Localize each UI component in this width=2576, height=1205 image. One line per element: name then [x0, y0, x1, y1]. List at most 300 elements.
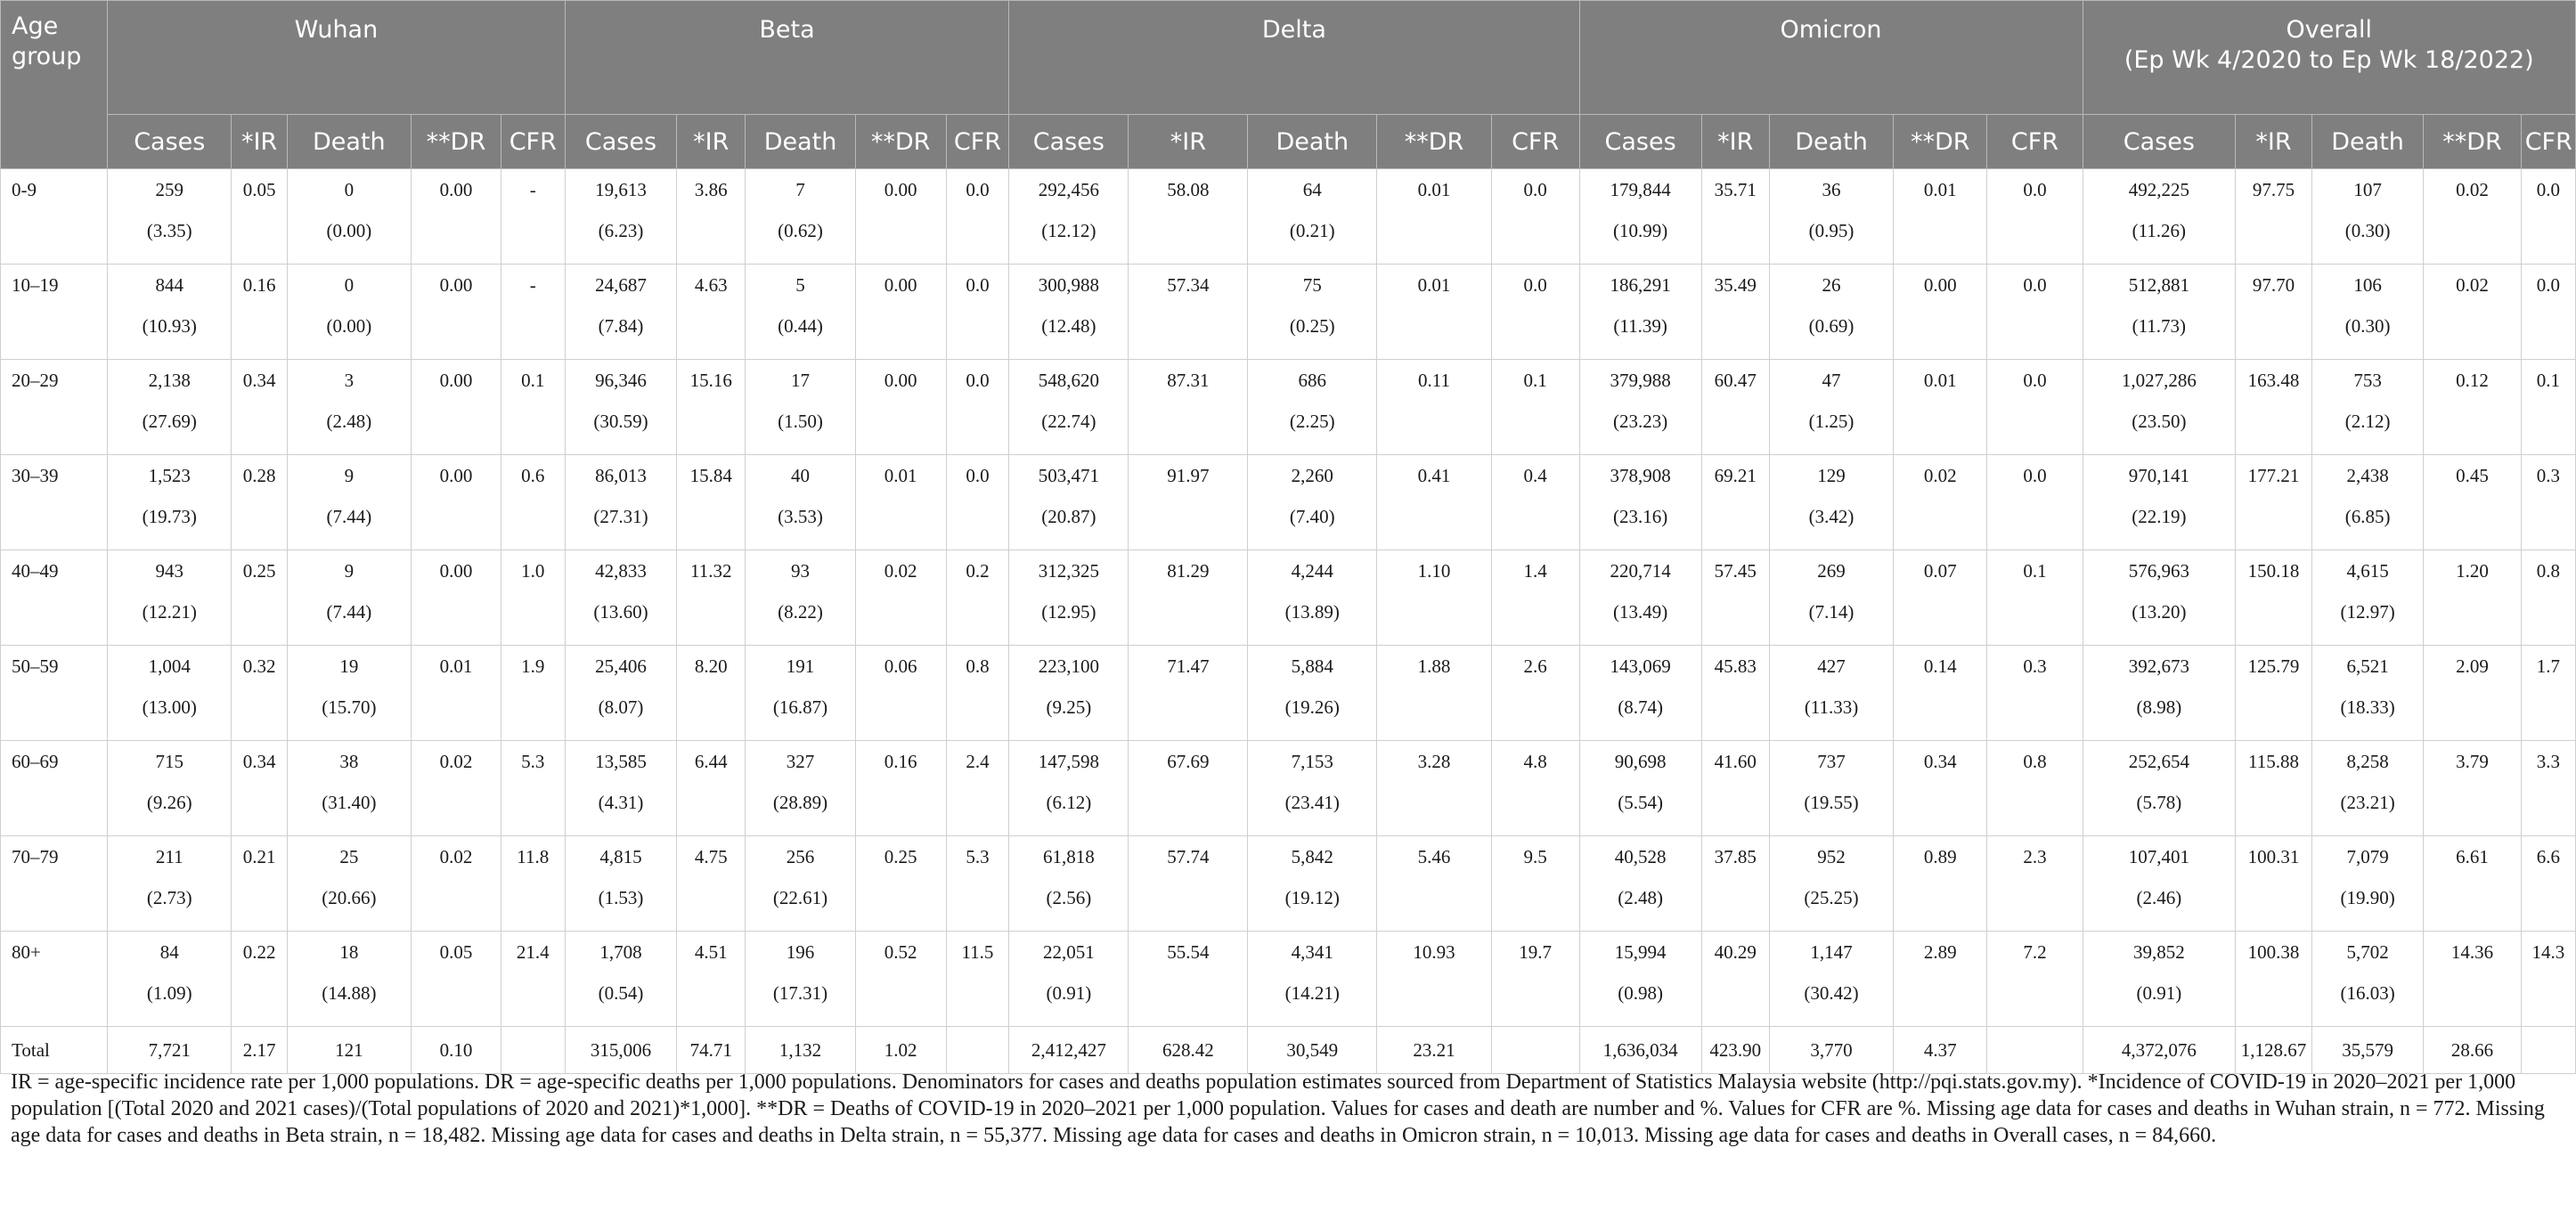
- table-cell: [946, 1027, 1009, 1074]
- cell-value: 0.25: [242, 560, 276, 582]
- cell-percent: (22.61): [772, 887, 828, 908]
- table-cell: [2311, 265, 2423, 360]
- cell-value: 25,406: [595, 655, 647, 677]
- cell-value: 5.3: [966, 846, 990, 867]
- cell-value: 41.60: [1714, 751, 1757, 772]
- table-cell: [1491, 169, 1579, 265]
- table-cell: [1248, 836, 1377, 932]
- cell-percent: (16.03): [2340, 982, 2395, 1004]
- table-cell: [287, 265, 411, 360]
- cell-percent: (2.48): [326, 411, 372, 432]
- table-cell: [1769, 932, 1893, 1027]
- table-cell: [565, 836, 676, 932]
- cell-value: 4,815: [599, 846, 642, 867]
- cell-value: 15,994: [1614, 941, 1667, 963]
- cell-percent: (13.00): [142, 696, 197, 718]
- table-cell: [1129, 265, 1248, 360]
- table-cell: [1129, 1027, 1248, 1074]
- cell-percent: (28.89): [772, 792, 828, 813]
- table-cell: [1701, 265, 1769, 360]
- age-group-label: 50–59: [12, 655, 59, 677]
- cell-value: 952: [1817, 846, 1846, 867]
- table-cell: [1377, 265, 1492, 360]
- cell-value: 2.17: [242, 1039, 276, 1061]
- column-header-omicron-death: Death: [1769, 115, 1893, 169]
- table-cell: [1491, 360, 1579, 455]
- table-cell: [501, 550, 565, 646]
- cell-value: 327: [786, 751, 815, 772]
- cell-percent: (7.44): [326, 506, 372, 527]
- table-cell: [1579, 836, 1701, 932]
- table-cell: [677, 836, 746, 932]
- table-cell: [412, 265, 501, 360]
- table-cell: [2424, 265, 2521, 360]
- cell-value: 69.21: [1714, 465, 1757, 486]
- cell-percent: (9.25): [1046, 696, 1092, 718]
- cell-percent: (30.42): [1804, 982, 1859, 1004]
- table-cell: [2083, 550, 2236, 646]
- cell-value: 0.2: [966, 560, 990, 582]
- cell-value: 4.63: [694, 274, 728, 296]
- cell-value: 0.0: [1523, 274, 1547, 296]
- cell-value: 5,702: [2346, 941, 2389, 963]
- table-cell: [232, 455, 287, 550]
- cell-percent: (0.25): [1289, 315, 1335, 337]
- table-cell: [1129, 169, 1248, 265]
- cell-value: 30,549: [1286, 1039, 1339, 1061]
- cell-value: 7,153: [1291, 751, 1333, 772]
- cell-value: 0.12: [2456, 370, 2489, 391]
- table-cell: [232, 1027, 287, 1074]
- table-cell: [855, 932, 946, 1027]
- table-cell: [565, 932, 676, 1027]
- table-cell: [746, 360, 855, 455]
- cell-value: 970,141: [2128, 465, 2189, 486]
- cell-value: 0.0: [1523, 179, 1547, 200]
- cell-value: 81.29: [1167, 560, 1210, 582]
- table-cell: [746, 836, 855, 932]
- cell-value: 3: [344, 370, 355, 391]
- table-cell: [108, 932, 232, 1027]
- cell-value: 21.4: [516, 941, 550, 963]
- column-header-omicron-cases: Cases: [1579, 115, 1701, 169]
- cell-value: 150.18: [2247, 560, 2300, 582]
- table-cell: [565, 455, 676, 550]
- table-cell: [1894, 1027, 1987, 1074]
- cell-percent: (4.31): [598, 792, 644, 813]
- cell-value: 163.48: [2247, 370, 2300, 391]
- table-cell: [1579, 360, 1701, 455]
- cell-value: 392,673: [2128, 655, 2189, 677]
- table-cell: [855, 741, 946, 836]
- cell-value: 3,770: [1810, 1039, 1853, 1061]
- table-cell: [1894, 550, 1987, 646]
- column-header-overall-cfr: CFR: [2521, 115, 2575, 169]
- cell-value: 0.89: [1923, 846, 1957, 867]
- cell-value: 13,585: [595, 751, 647, 772]
- cell-percent: (8.07): [598, 696, 644, 718]
- table-cell: [855, 1027, 946, 1074]
- table-cell: [677, 169, 746, 265]
- table-cell: [501, 646, 565, 741]
- cell-value: 427: [1817, 655, 1846, 677]
- table-cell: [1009, 1027, 1129, 1074]
- cell-percent: (20.87): [1041, 506, 1096, 527]
- cell-value: 0.34: [1923, 751, 1957, 772]
- cell-value: 0.07: [1923, 560, 1957, 582]
- table-cell: [108, 646, 232, 741]
- table-cell: [946, 646, 1009, 741]
- column-header-delta-ir: *IR: [1129, 115, 1248, 169]
- table-cell: [855, 455, 946, 550]
- group-name: Beta: [759, 16, 815, 44]
- table-cell: [2236, 646, 2312, 741]
- table-cell: [2311, 455, 2423, 550]
- table-cell: [1579, 741, 1701, 836]
- cell-percent: (20.66): [322, 887, 377, 908]
- cell-percent: (5.78): [2136, 792, 2182, 813]
- cell-value: 35.71: [1714, 179, 1757, 200]
- table-cell: [946, 169, 1009, 265]
- cell-value: 0.52: [884, 941, 917, 963]
- cell-value: 492,225: [2128, 179, 2189, 200]
- cell-value: 9: [344, 465, 355, 486]
- table-cell: [501, 836, 565, 932]
- cell-value: 256: [786, 846, 815, 867]
- cell-value: 90,698: [1614, 751, 1667, 772]
- table-cell: [2521, 741, 2575, 836]
- cell-percent: (3.42): [1808, 506, 1855, 527]
- table-cell: [1377, 455, 1492, 550]
- cell-value: 1,004: [148, 655, 191, 677]
- table-cell: [1987, 360, 2083, 455]
- table-cell: [2521, 265, 2575, 360]
- table-cell: [232, 360, 287, 455]
- cell-value: 3.86: [694, 179, 728, 200]
- group-header-wuhan: [108, 1, 566, 115]
- cell-value: 1,636,034: [1602, 1039, 1678, 1061]
- cell-value: 1.10: [1417, 560, 1451, 582]
- table-cell: [2424, 360, 2521, 455]
- cell-percent: (0.44): [778, 315, 823, 337]
- table-cell: [746, 550, 855, 646]
- cell-value: 91.97: [1167, 465, 1210, 486]
- table-cell: [1769, 265, 1893, 360]
- cell-value: 6.6: [2536, 846, 2560, 867]
- cell-value: 11.8: [517, 846, 550, 867]
- cell-value: 737: [1817, 751, 1846, 772]
- table-cell: [2521, 836, 2575, 932]
- cell-value: 1.88: [1417, 655, 1451, 677]
- table-cell: [2521, 169, 2575, 265]
- cell-percent: (3.53): [778, 506, 823, 527]
- cell-value: 0.16: [884, 751, 917, 772]
- cell-value: 67.69: [1167, 751, 1210, 772]
- cell-value: 61,818: [1042, 846, 1095, 867]
- table-cell: [1009, 741, 1129, 836]
- cell-value: 7,721: [148, 1039, 191, 1061]
- table-cell: [1377, 646, 1492, 741]
- table-cell: [2521, 550, 2575, 646]
- cell-percent: (0.21): [1289, 220, 1335, 241]
- table-row: [1, 646, 2576, 741]
- table-cell: [1248, 169, 1377, 265]
- cell-percent: (8.98): [2136, 696, 2182, 718]
- table-cell: [1491, 455, 1579, 550]
- cell-value: 0.1: [521, 370, 545, 391]
- table-cell: [501, 741, 565, 836]
- cell-value: 7.2: [2023, 941, 2047, 963]
- cell-value: -: [529, 179, 536, 200]
- cell-value: 93: [791, 560, 811, 582]
- cell-value: 0.45: [2456, 465, 2489, 486]
- table-cell: [287, 169, 411, 265]
- cell-percent: (0.62): [778, 220, 823, 241]
- table-cell: [1129, 646, 1248, 741]
- cell-value: 24,687: [595, 274, 647, 296]
- cell-percent: (14.88): [322, 982, 377, 1004]
- table-cell: [2311, 836, 2423, 932]
- table-cell: [2083, 1027, 2236, 1074]
- table-cell: [1987, 1027, 2083, 1074]
- age-group-cell: [1, 836, 108, 932]
- table-cell: [1769, 455, 1893, 550]
- table-cell: [677, 455, 746, 550]
- group-name: Wuhan: [294, 16, 379, 44]
- cell-value: 628.42: [1162, 1039, 1214, 1061]
- table-cell: [1377, 932, 1492, 1027]
- age-group-label: 60–69: [12, 751, 59, 772]
- cell-percent: (12.21): [142, 601, 197, 623]
- table-cell: [108, 360, 232, 455]
- table-cell: [2311, 741, 2423, 836]
- cell-value: 576,963: [2128, 560, 2189, 582]
- cell-percent: (16.87): [772, 696, 828, 718]
- table-cell: [108, 169, 232, 265]
- cell-value: 125.79: [2247, 655, 2300, 677]
- table-cell: [412, 455, 501, 550]
- cell-value: 74.71: [689, 1039, 732, 1061]
- table-cell: [677, 932, 746, 1027]
- cell-value: 0.02: [2456, 179, 2489, 200]
- cell-percent: (27.31): [593, 506, 648, 527]
- cell-value: 0.00: [439, 370, 473, 391]
- table-cell: [1579, 646, 1701, 741]
- cell-value: 0.32: [242, 655, 276, 677]
- table-cell: [501, 265, 565, 360]
- cell-value: 5.46: [1417, 846, 1451, 867]
- cell-percent: (14.21): [1284, 982, 1340, 1004]
- table-cell: [946, 741, 1009, 836]
- cell-value: 1,708: [599, 941, 642, 963]
- cell-value: 36: [1822, 179, 1841, 200]
- cell-value: 943: [155, 560, 184, 582]
- table-cell: [2424, 550, 2521, 646]
- table-cell: [1377, 550, 1492, 646]
- table-cell: [1377, 360, 1492, 455]
- cell-value: 0.4: [1523, 465, 1547, 486]
- column-header-overall-cases: Cases: [2083, 115, 2236, 169]
- age-group-label: 70–79: [12, 846, 59, 867]
- table-cell: [1579, 1027, 1701, 1074]
- table-cell: [1248, 265, 1377, 360]
- group-name: Delta: [1261, 16, 1326, 44]
- cell-value: 5.3: [521, 751, 545, 772]
- table-cell: [2083, 455, 2236, 550]
- table-cell: [1491, 1027, 1579, 1074]
- cell-value: 7: [795, 179, 805, 200]
- table-cell: [2236, 1027, 2312, 1074]
- table-cell: [1894, 646, 1987, 741]
- table-cell: [1248, 360, 1377, 455]
- cell-percent: (0.95): [1808, 220, 1855, 241]
- cell-value: 186,291: [1610, 274, 1671, 296]
- age-group-cell: [1, 1027, 108, 1074]
- cell-value: 1.02: [884, 1039, 917, 1061]
- table-cell: [1579, 265, 1701, 360]
- cell-value: 6,521: [2346, 655, 2389, 677]
- cell-percent: (6.12): [1046, 792, 1092, 813]
- column-header-wuhan-dr: **DR: [412, 115, 501, 169]
- cell-value: 19,613: [595, 179, 647, 200]
- table-cell: [412, 646, 501, 741]
- table-cell: [1248, 932, 1377, 1027]
- table-cell: [108, 265, 232, 360]
- cell-value: 147,598: [1038, 751, 1099, 772]
- cell-value: 6.61: [2456, 846, 2489, 867]
- table-cell: [2236, 550, 2312, 646]
- table-cell: [1701, 932, 1769, 1027]
- group-header-beta: [565, 1, 1009, 115]
- cell-value: 11.32: [690, 560, 732, 582]
- cell-percent: (2.73): [146, 887, 192, 908]
- table-cell: [746, 455, 855, 550]
- table-cell: [946, 265, 1009, 360]
- cell-value: 8.20: [694, 655, 728, 677]
- cell-value: 0.8: [2536, 560, 2560, 582]
- cell-value: 9.5: [1523, 846, 1547, 867]
- cell-value: 0.0: [966, 370, 990, 391]
- table-cell: [1894, 169, 1987, 265]
- table-row: [1, 455, 2576, 550]
- table-cell: [412, 1027, 501, 1074]
- table-cell: [1894, 741, 1987, 836]
- cell-value: 60.47: [1714, 370, 1757, 391]
- cell-value: 315,006: [590, 1039, 652, 1061]
- cell-value: 300,988: [1038, 274, 1099, 296]
- cell-value: 259: [155, 179, 184, 200]
- cell-value: 0.0: [2023, 370, 2047, 391]
- table-cell: [501, 455, 565, 550]
- cell-value: 1,128.67: [2240, 1039, 2307, 1061]
- table-cell: [1987, 169, 2083, 265]
- table-cell: [855, 550, 946, 646]
- cell-value: 26: [1822, 274, 1841, 296]
- column-header-overall-dr: **DR: [2424, 115, 2521, 169]
- table-cell: [746, 169, 855, 265]
- cell-percent: (23.41): [1284, 792, 1340, 813]
- table-cell: [2083, 836, 2236, 932]
- table-cell: [1009, 550, 1129, 646]
- cell-value: 0.01: [1417, 179, 1451, 200]
- cell-percent: (15.70): [322, 696, 377, 718]
- table-cell: [412, 932, 501, 1027]
- cell-value: 71.47: [1167, 655, 1210, 677]
- cell-value: 0.06: [884, 655, 917, 677]
- cell-value: 2.4: [966, 751, 990, 772]
- table-cell: [1491, 646, 1579, 741]
- cell-value: 0.34: [242, 370, 276, 391]
- cell-value: 19: [339, 655, 359, 677]
- cell-value: 0.01: [439, 655, 473, 677]
- table-cell: [2311, 550, 2423, 646]
- cell-value: 39,852: [2132, 941, 2185, 963]
- table-cell: [677, 741, 746, 836]
- age-group-label: 10–19: [12, 274, 59, 296]
- cell-value: 0.16: [242, 274, 276, 296]
- cell-value: 0.00: [1923, 274, 1957, 296]
- cell-value: 0.41: [1417, 465, 1451, 486]
- table-cell: [1987, 550, 2083, 646]
- cell-percent: (0.91): [2136, 982, 2182, 1004]
- table-cell: [746, 265, 855, 360]
- cell-value: 0.3: [2023, 655, 2047, 677]
- table-row: [1, 836, 2576, 932]
- table-cell: [677, 550, 746, 646]
- table-cell: [2311, 932, 2423, 1027]
- cell-value: 2,438: [2346, 465, 2389, 486]
- table-cell: [1009, 169, 1129, 265]
- cell-value: 0.25: [884, 846, 917, 867]
- table-cell: [1129, 550, 1248, 646]
- cell-value: 0.10: [439, 1039, 473, 1061]
- table-cell: [677, 360, 746, 455]
- cell-value: -: [529, 274, 536, 296]
- table-cell: [1769, 741, 1893, 836]
- column-header-delta-dr: **DR: [1377, 115, 1492, 169]
- table-cell: [946, 932, 1009, 1027]
- cell-percent: (12.12): [1041, 220, 1096, 241]
- cell-value: 0.02: [884, 560, 917, 582]
- cell-value: 4,615: [2346, 560, 2389, 582]
- cell-value: 22,051: [1042, 941, 1095, 963]
- cell-percent: (22.74): [1041, 411, 1096, 432]
- table-cell: [746, 1027, 855, 1074]
- cell-percent: (22.19): [2132, 506, 2187, 527]
- cell-value: 129: [1817, 465, 1846, 486]
- cell-value: 55.54: [1167, 941, 1210, 963]
- cell-percent: (19.26): [1284, 696, 1340, 718]
- cell-value: 15.84: [689, 465, 732, 486]
- cell-value: 57.74: [1167, 846, 1210, 867]
- cell-value: 312,325: [1038, 560, 1099, 582]
- cell-percent: (2.12): [2344, 411, 2391, 432]
- cell-percent: (2.46): [2136, 887, 2182, 908]
- table-cell: [1987, 646, 2083, 741]
- cell-value: 1,027,286: [2121, 370, 2197, 391]
- cell-percent: (17.31): [772, 982, 828, 1004]
- column-header-delta-cases: Cases: [1009, 115, 1129, 169]
- table-cell: [2236, 455, 2312, 550]
- cell-value: 196: [786, 941, 815, 963]
- table-cell: [1701, 836, 1769, 932]
- table-cell: [1129, 455, 1248, 550]
- cell-percent: (19.12): [1284, 887, 1340, 908]
- cell-value: 58.08: [1167, 179, 1210, 200]
- age-group-cell: [1, 265, 108, 360]
- table-cell: [2083, 932, 2236, 1027]
- table-cell: [1491, 836, 1579, 932]
